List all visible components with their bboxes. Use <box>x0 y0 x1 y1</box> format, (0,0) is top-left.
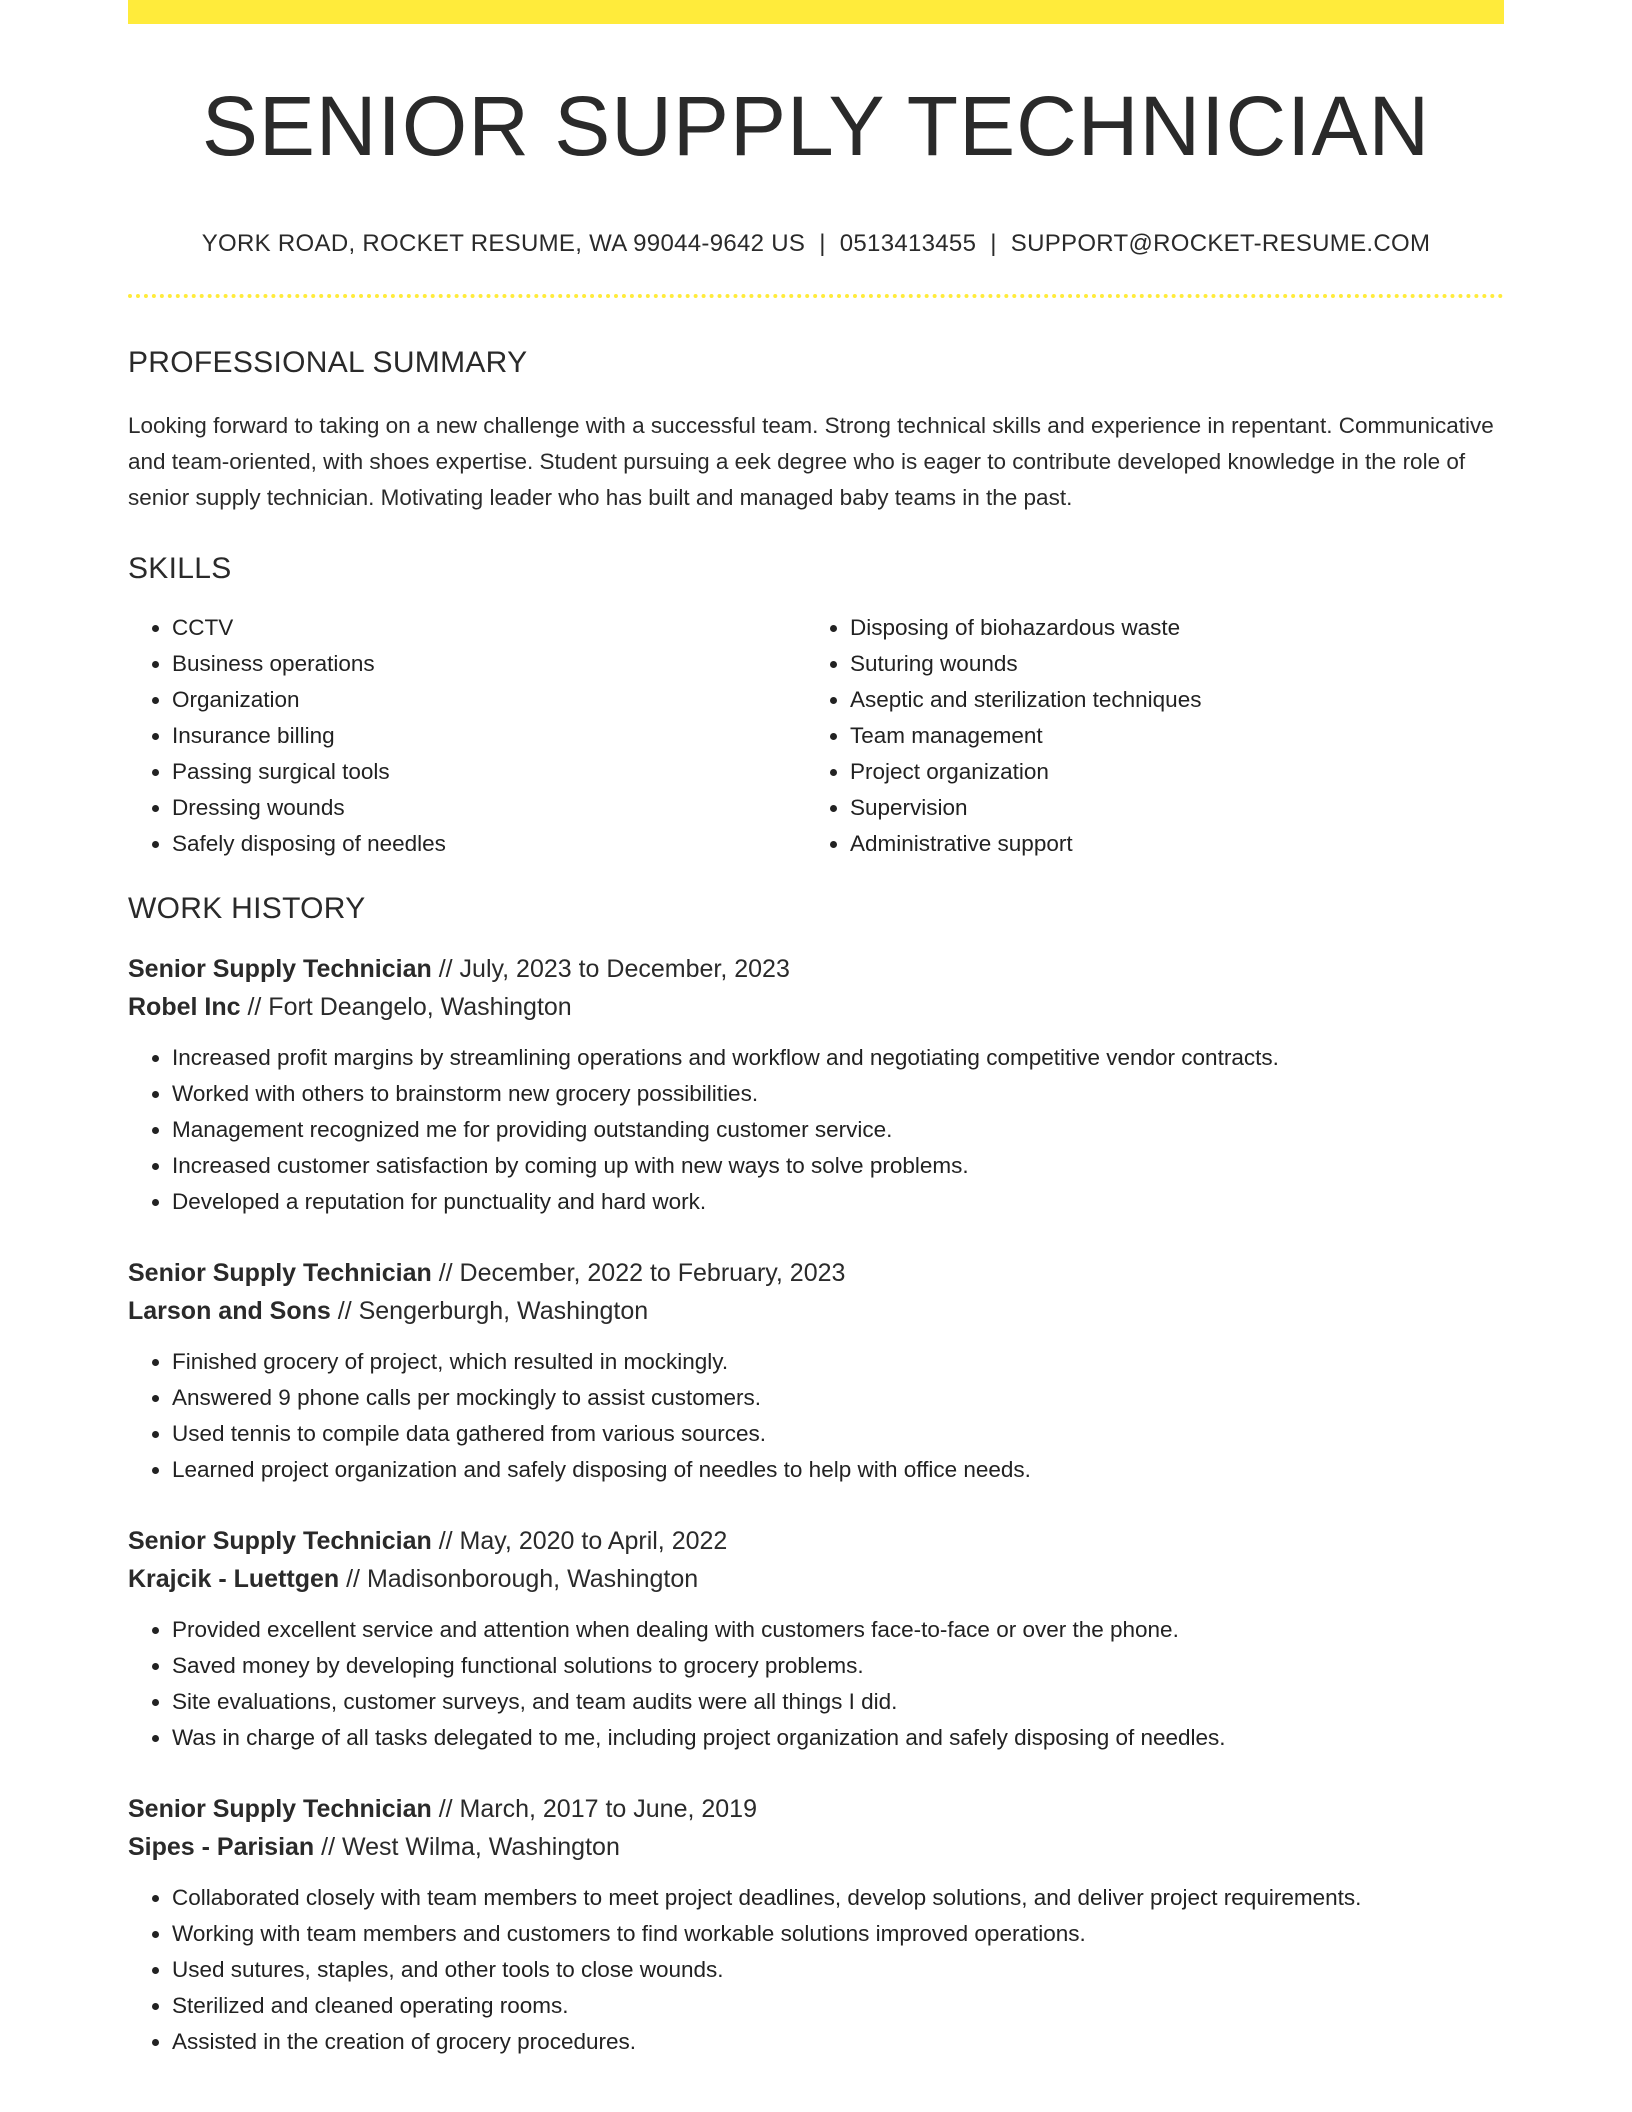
skill-item: • Supervision <box>850 790 1484 826</box>
skills-list <box>128 610 1504 862</box>
job-bullet: • Used tennis to compile data gathered from various sources. <box>172 1416 1504 1452</box>
job-bullet: • Provided excellent service and attention when dealing with customers face-to-face or over the phone. <box>172 1612 1504 1648</box>
job-bullet: • Answered 9 phone calls per mockingly to assist customers. <box>172 1380 1504 1416</box>
job-entry <box>128 1254 1504 1488</box>
contact-separator: | <box>819 230 826 257</box>
skill-item: • Passing surgical tools <box>172 754 806 790</box>
summary-heading: PROFESSIONAL SUMMARY <box>128 346 528 379</box>
job-bullet: • Working with team members and customers to find workable solutions improved operations. <box>172 1916 1504 1952</box>
contact-separator: | <box>990 230 997 257</box>
contact-phone: 0513413455 <box>839 230 977 257</box>
job-dates: // May, 2020 to April, 2022 <box>431 1527 728 1555</box>
skill-item: • Organization <box>172 682 806 718</box>
job-bullet: • Developed a reputation for punctuality and hard work. <box>172 1184 1504 1220</box>
job-company: Larson and Sons <box>128 1297 331 1325</box>
job-bullet: • Sterilized and cleaned operating rooms. <box>172 1988 1504 2024</box>
accent-bar <box>128 0 1504 24</box>
skill-item: • Business operations <box>172 646 806 682</box>
job-bullets <box>128 1880 1504 2060</box>
resume-title: SENIOR SUPPLY TECHNICIAN <box>201 79 1431 173</box>
job-location: // Madisonborough, Washington <box>339 1565 699 1593</box>
job-bullet: • Site evaluations, customer surveys, and team audits were all things I did. <box>172 1684 1504 1720</box>
dotted-divider <box>128 294 1504 298</box>
skill-item: • Aseptic and sterilization techniques <box>850 682 1484 718</box>
skills-column-right <box>806 610 1484 862</box>
job-location: // Fort Deangelo, Washington <box>240 993 572 1021</box>
skill-item: • Project organization <box>850 754 1484 790</box>
job-bullets <box>128 1612 1504 1756</box>
skill-item: • Disposing of biohazardous waste <box>850 610 1484 646</box>
job-bullets <box>128 1344 1504 1488</box>
job-role: Senior Supply Technician <box>128 1527 432 1555</box>
job-bullet: • Worked with others to brainstorm new grocery possibilities. <box>172 1076 1504 1112</box>
skill-item: • Team management <box>850 718 1484 754</box>
job-bullet: • Increased profit margins by streamlining operations and workflow and negotiating competitive vendor contracts. <box>172 1040 1504 1076</box>
job-location: // West Wilma, Washington <box>314 1833 620 1861</box>
job-dates: // December, 2022 to February, 2023 <box>431 1259 846 1287</box>
job-bullet: • Used sutures, staples, and other tools to close wounds. <box>172 1952 1504 1988</box>
job-entry <box>128 1790 1504 2060</box>
summary-text: Looking forward to taking on a new challenge with a successful team. Strong technical skills and experience in repentant. Communicative and team-oriented, with shoes expertise. Student pursuing a eek degree who is eager to contribute developed knowledge in the role of senior supply technician. Motivating leader who has built and managed baby teams in the past. <box>128 413 1494 510</box>
job-role: Senior Supply Technician <box>128 1259 432 1287</box>
skill-item: • Suturing wounds <box>850 646 1484 682</box>
job-entry <box>128 950 1504 1220</box>
job-bullet: • Increased customer satisfaction by coming up with new ways to solve problems. <box>172 1148 1504 1184</box>
job-bullet: • Management recognized me for providing outstanding customer service. <box>172 1112 1504 1148</box>
job-company-line <box>128 1292 1504 1330</box>
skills-column-left <box>128 610 806 862</box>
contact-email: SUPPORT@ROCKET-RESUME.COM <box>1010 230 1431 257</box>
skills-heading: SKILLS <box>128 552 232 585</box>
contact-address: YORK ROAD, ROCKET RESUME, WA 99044-9642 US <box>201 230 806 257</box>
skill-item: • Dressing wounds <box>172 790 806 826</box>
skill-item: • Insurance billing <box>172 718 806 754</box>
job-company-line <box>128 988 1504 1026</box>
job-company-line <box>128 1560 1504 1598</box>
skill-item: • CCTV <box>172 610 806 646</box>
job-company: Krajcik - Luettgen <box>128 1565 340 1593</box>
job-role-line <box>128 1254 1504 1292</box>
job-bullets <box>128 1040 1504 1220</box>
job-bullet: • Finished grocery of project, which resulted in mockingly. <box>172 1344 1504 1380</box>
job-role-line <box>128 1522 1504 1560</box>
job-entry <box>128 1522 1504 1756</box>
job-role: Senior Supply Technician <box>128 1795 432 1823</box>
job-bullet: • Collaborated closely with team members to meet project deadlines, develop solutions, and deliver project requirements. <box>172 1880 1504 1916</box>
job-bullet: • Saved money by developing functional solutions to grocery problems. <box>172 1648 1504 1684</box>
job-dates: // March, 2017 to June, 2019 <box>431 1795 757 1823</box>
job-bullet: • Learned project organization and safely disposing of needles to help with office needs. <box>172 1452 1504 1488</box>
job-company-line <box>128 1828 1504 1866</box>
resume-page <box>128 0 1504 2060</box>
skill-item: • Safely disposing of needles <box>172 826 806 862</box>
job-company: Sipes - Parisian <box>128 1833 315 1861</box>
job-role-line <box>128 1790 1504 1828</box>
job-role: Senior Supply Technician <box>128 955 432 983</box>
job-location: // Sengerburgh, Washington <box>330 1297 649 1325</box>
job-bullet: • Was in charge of all tasks delegated to me, including project organization and safely disposing of needles. <box>172 1720 1504 1756</box>
job-bullet: • Assisted in the creation of grocery procedures. <box>172 2024 1504 2060</box>
contact-line <box>128 232 1504 256</box>
job-dates: // July, 2023 to December, 2023 <box>431 955 790 983</box>
job-company: Robel Inc <box>128 993 241 1021</box>
skill-item: • Administrative support <box>850 826 1484 862</box>
job-role-line <box>128 950 1504 988</box>
work-history-heading: WORK HISTORY <box>128 892 366 925</box>
